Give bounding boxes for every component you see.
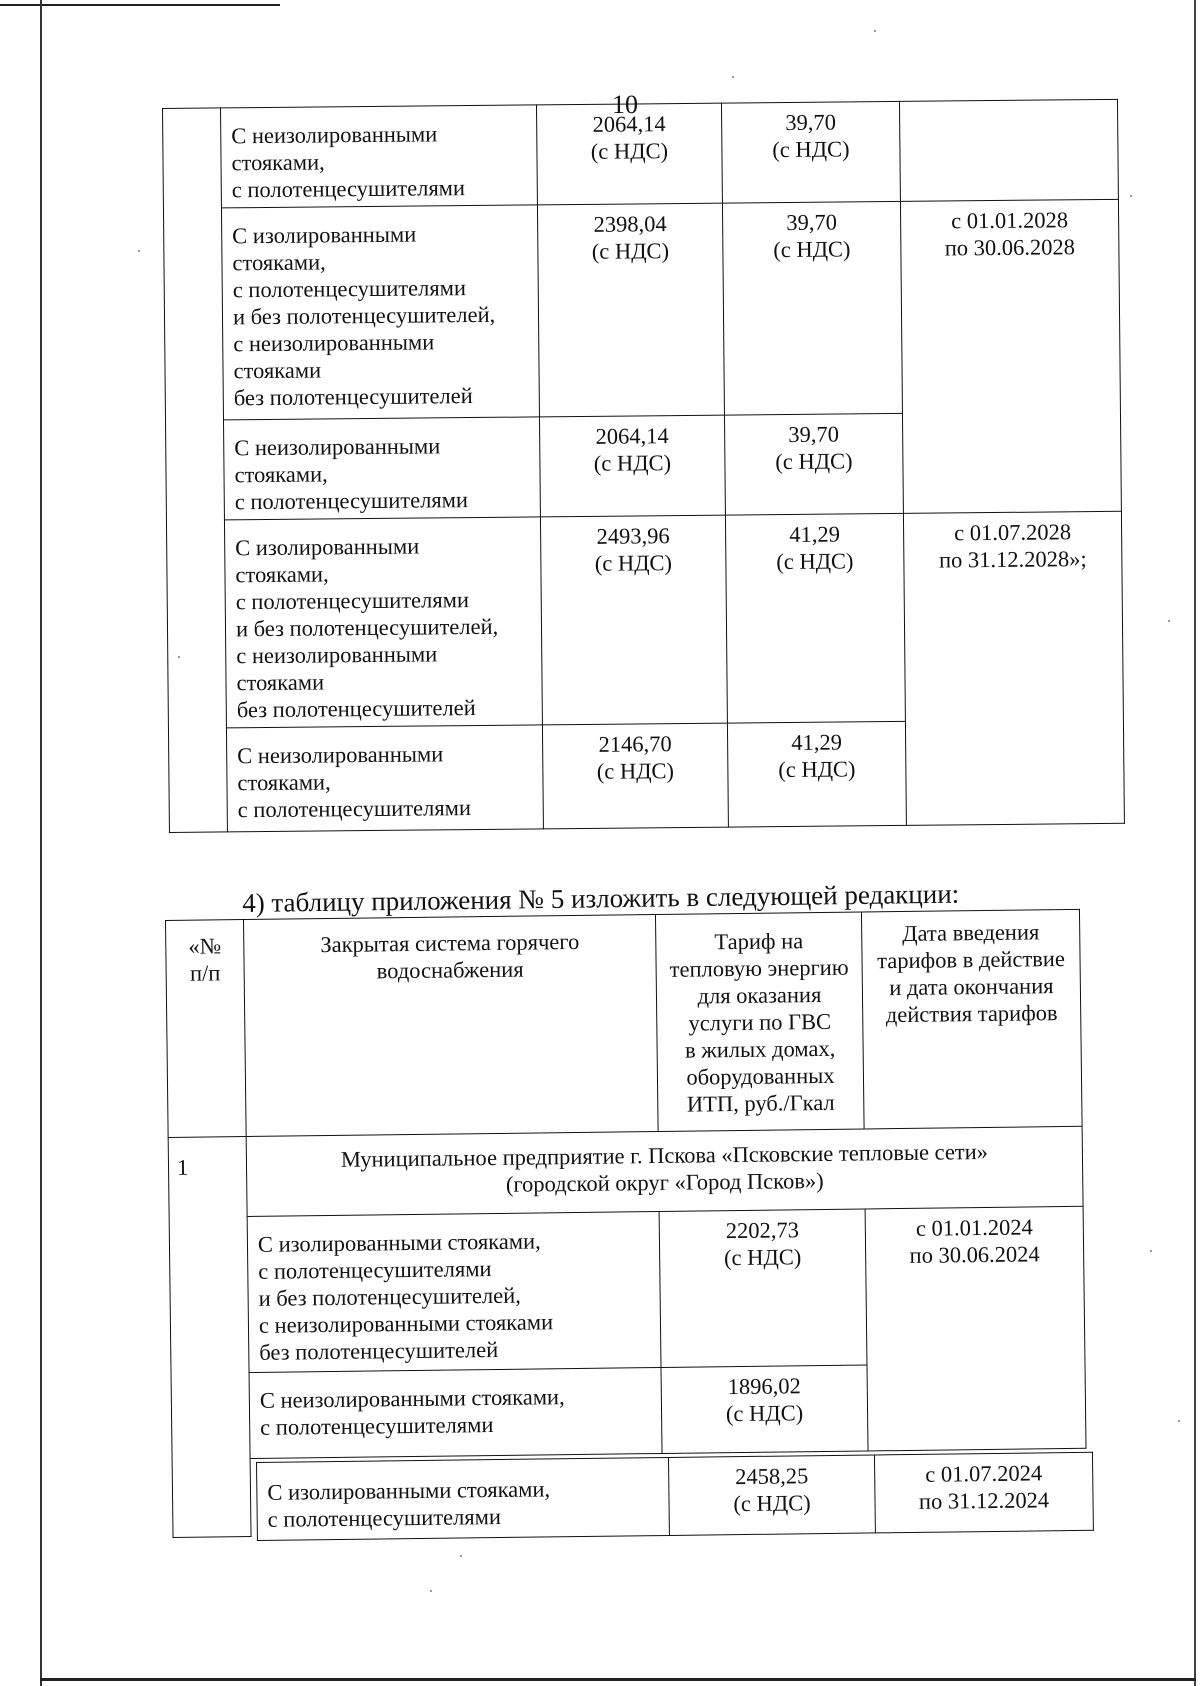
tariff-cell: 2493,96 (с НДС)	[540, 515, 727, 725]
appendix5-tariff-table	[165, 909, 1087, 1538]
tariff-cell: 2202,73 (с НДС)	[659, 1209, 867, 1368]
value-cell: 39,70 (с НДС)	[724, 413, 903, 515]
period-cell: с 01.07.2024 по 31.12.2024	[874, 1452, 1093, 1533]
table-row	[163, 199, 1120, 420]
table-row	[166, 511, 1123, 728]
organization-row	[168, 1126, 1083, 1217]
description-cell: С неизолированными стояками, с полотенцесушителями	[226, 725, 543, 832]
scan-speck	[1130, 195, 1132, 197]
tariff-cell: 1896,02 (с НДС)	[661, 1365, 868, 1454]
table-header-row	[166, 909, 1083, 1137]
value-cell: 41,29 (с НДС)	[727, 721, 906, 827]
scan-speck	[430, 1590, 432, 1592]
description-cell: С изолированными стояками, с полотенцесушителями	[257, 1457, 670, 1540]
appendix5-last-row	[256, 1452, 1094, 1541]
page-number: 10	[612, 90, 638, 119]
tariff-cell: 2146,70 (с НДС)	[542, 723, 728, 829]
organization-name: Муниципальное предприятие г. Пскова «Псковские тепловые сети» (городской округ «Город Псков»)	[246, 1126, 1083, 1216]
scan-speck	[1178, 1420, 1180, 1422]
header-number: «№ п/п	[166, 920, 247, 1138]
scan-speck	[874, 30, 876, 32]
scan-speck	[138, 250, 140, 252]
page-edge-bottom	[40, 1678, 1196, 1681]
description-cell: С неизолированными стояками, с полотенцесушителями	[249, 1367, 662, 1458]
table-row	[257, 1452, 1094, 1540]
scan-speck	[1150, 1250, 1152, 1252]
period-cell: с 01.07.2028 по 31.12.2028»;	[903, 511, 1124, 825]
row-number: 1	[168, 1137, 251, 1538]
page-edge-right	[1194, 0, 1196, 1686]
description-cell: С изолированными стояками, с полотенцесушителями и без полотенцесушителей, с неизолированными стояками без полотенцесушителей	[224, 517, 542, 728]
value-cell: 39,70 (с НДС)	[721, 101, 900, 203]
tariff-cell: 2458,25 (с НДС)	[668, 1455, 875, 1536]
header-dates: Дата введения тарифов в действие и дата окончания действия тарифов	[861, 909, 1082, 1129]
period-cell: с 01.01.2024 по 30.06.2024	[865, 1206, 1086, 1451]
continued-table	[162, 99, 1125, 833]
scan-speck	[1168, 620, 1170, 622]
table-row	[169, 1206, 1085, 1373]
scan-speck	[178, 656, 180, 658]
tariff-cell: 2064,14 (с НДС)	[536, 103, 722, 205]
description-cell: С изолированными стояками, с полотенцесушителями и без полотенцесушителей, с неизолированными стояками без полотенцесушителей	[247, 1211, 661, 1372]
description-cell: С изолированными стояками, с полотенцесушителями и без полотенцесушителей, с неизолированными стояками без полотенцесушителей	[221, 205, 539, 420]
scan-speck	[732, 76, 734, 78]
appendix5-last-row-table	[256, 1452, 1094, 1541]
value-cell: 41,29 (с НДС)	[725, 513, 905, 723]
value-cell: 39,70 (с НДС)	[722, 201, 902, 415]
tariff-cell: 2398,04 (с НДС)	[537, 203, 724, 417]
table-row	[163, 99, 1119, 208]
continued-tariff-table	[162, 99, 1125, 833]
header-system: Закрытая система горячего водоснабжения	[244, 915, 659, 1137]
description-cell: С неизолированными стояками, с полотенцесушителями	[221, 105, 538, 208]
description-cell: С неизолированными стояками, с полотенцесушителями	[223, 417, 540, 520]
appendix5-table	[165, 909, 1087, 1538]
page-edge-left	[40, 0, 42, 1686]
tariff-cell: 2064,14 (с НДС)	[539, 415, 725, 517]
scan-speck	[460, 1555, 462, 1557]
number-cell-empty	[163, 108, 228, 833]
period-cell-empty	[899, 99, 1118, 201]
instruction-text: 4) таблицу приложения № 5 изложить в следующей редакции:	[242, 878, 960, 918]
page-edge-top	[0, 4, 280, 6]
period-cell: с 01.01.2028 по 30.06.2028	[900, 199, 1121, 513]
header-tariff: Тариф на тепловую энергию для оказания услуги по ГВС в жилых домах, оборудованных ИТП, руб./Гкал	[655, 912, 864, 1132]
